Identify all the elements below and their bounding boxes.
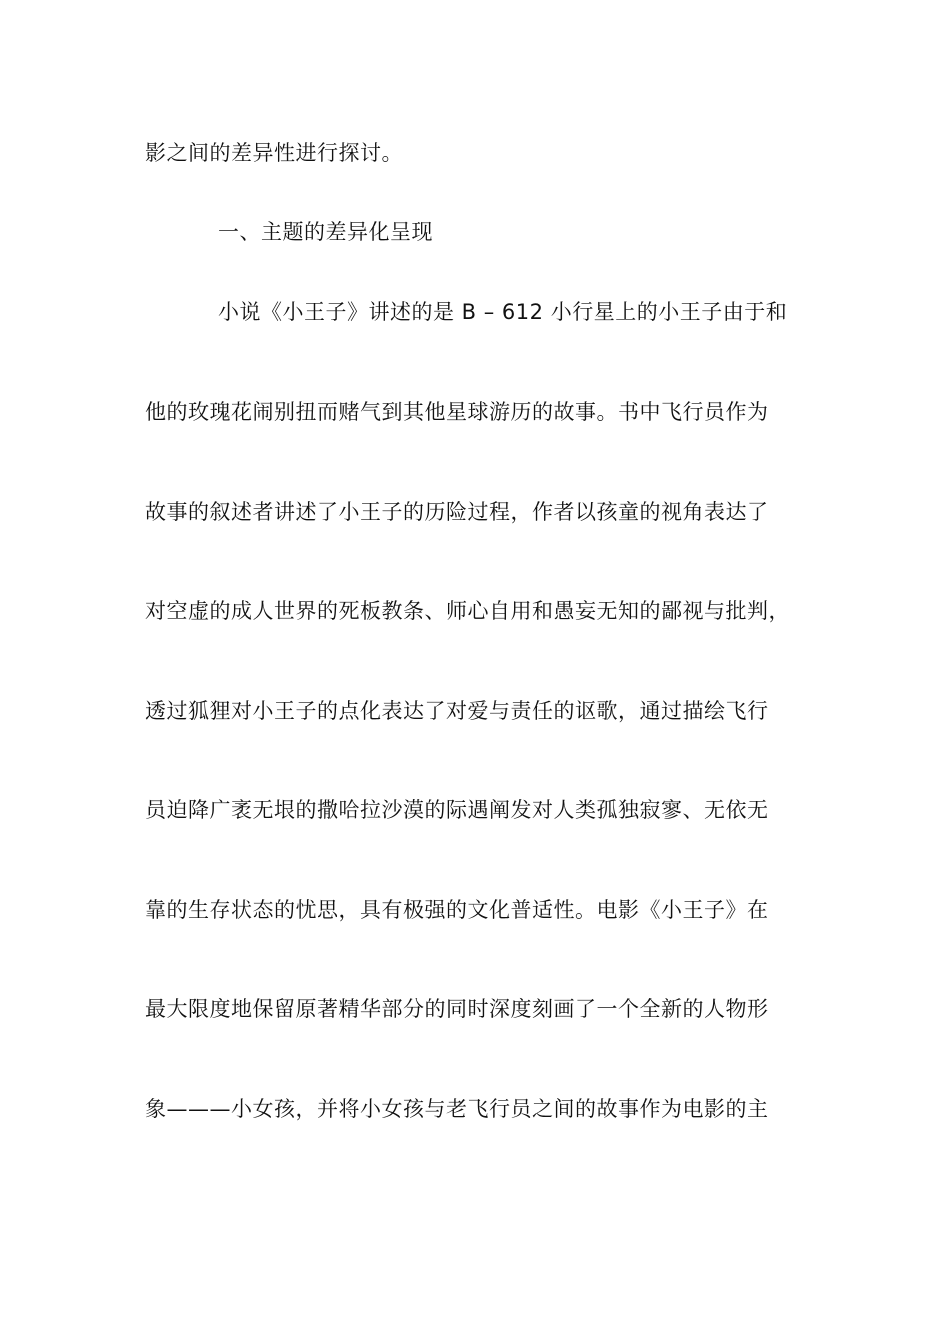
paragraph-line: 透过狐狸对小王子的点化表达了对爱与责任的讴歌，通过描绘飞行	[145, 699, 769, 723]
paragraph-line: 故事的叙述者讲述了小王子的历险过程，作者以孩童的视角表达了	[145, 500, 769, 524]
paragraph-line: 对空虚的成人世界的死板教条、师心自用和愚妄无知的鄙视与批判，	[145, 599, 790, 623]
paragraph-line: 他的玫瑰花闹别扭而赌气到其他星球游历的故事。书中飞行员作为	[145, 400, 769, 424]
paragraph-line: 小说《小王子》讲述的是 B – 612 小行星上的小王子由于和	[218, 300, 788, 324]
paragraph-line: 员迫降广袤无垠的撒哈拉沙漠的际遇阐发对人类孤独寂寥、无依无	[145, 798, 769, 822]
section-heading: 一、主题的差异化呈现	[218, 220, 433, 244]
paragraph-line: 最大限度地保留原著精华部分的同时深度刻画了一个全新的人物形	[145, 997, 769, 1021]
paragraph-line: 靠的生存状态的忧思，具有极强的文化普适性。电影《小王子》在	[145, 898, 769, 922]
intro-tail-line: 影之间的差异性进行探讨。	[145, 141, 403, 165]
paragraph-line: 象———小女孩，并将小女孩与老飞行员之间的故事作为电影的主	[145, 1097, 769, 1121]
